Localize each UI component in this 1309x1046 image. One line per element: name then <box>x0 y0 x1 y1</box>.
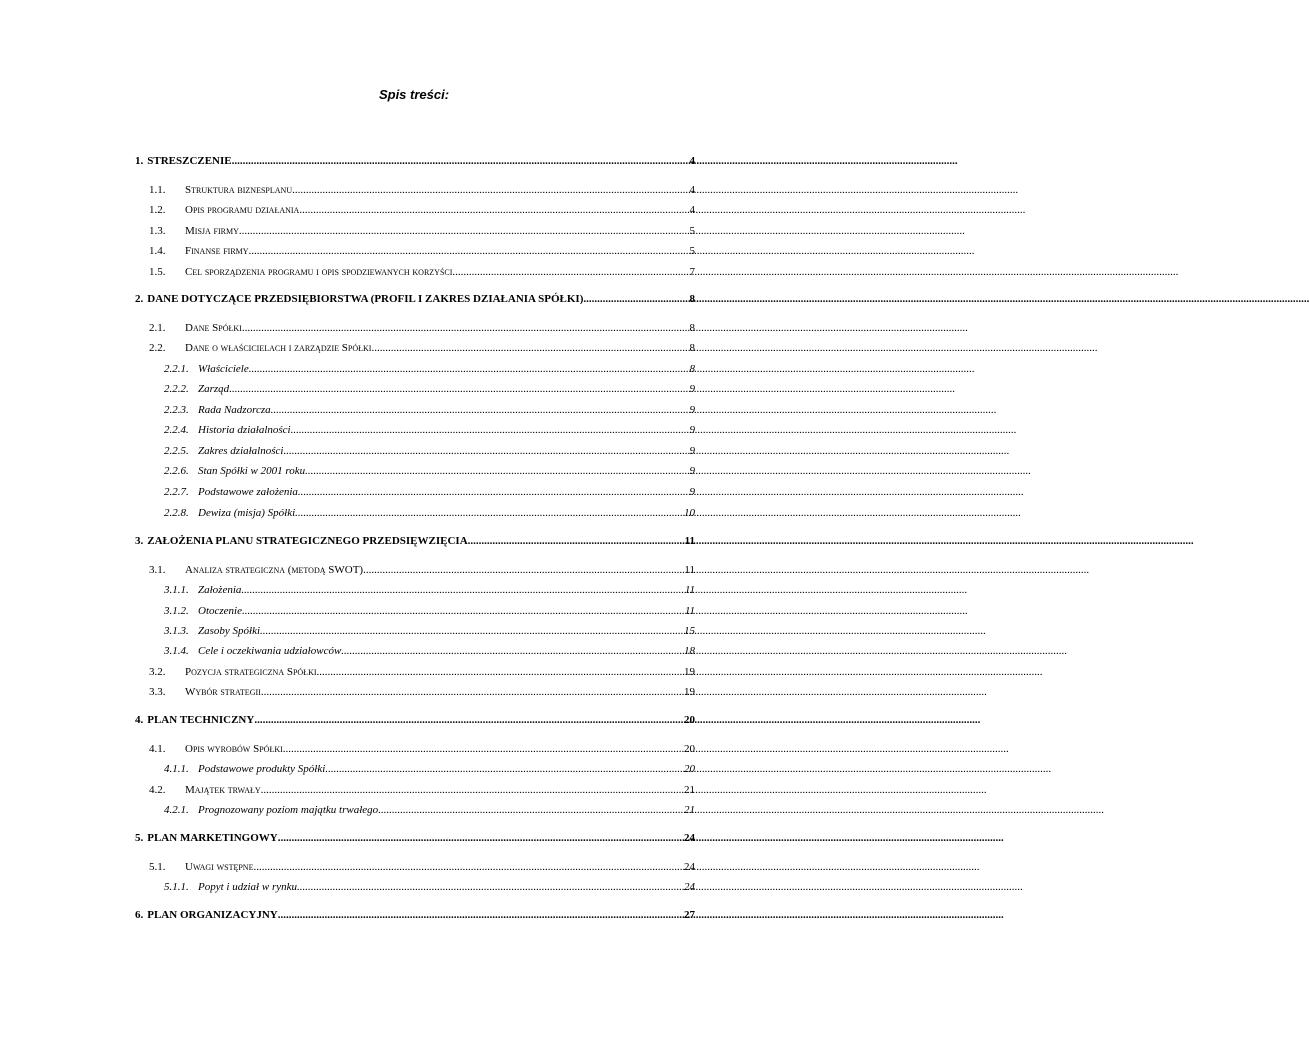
toc-entry-number: 4.2. <box>149 784 166 796</box>
toc-entry-page-number: 20 <box>684 763 695 775</box>
toc-entry-1[interactable] <box>135 153 695 169</box>
toc-entry-text: Finanse firmy <box>185 245 249 257</box>
toc-entry-2-2-8[interactable] <box>164 505 695 521</box>
toc-dot-leader <box>249 361 690 377</box>
toc-entry-text: Dane o właścicielach i zarządzie Spółki <box>185 342 372 354</box>
toc-entry-number: 4.1.1. <box>164 763 189 775</box>
toc-entry-page-number: 4 <box>689 204 695 216</box>
toc-entry-text: Założenia <box>198 584 242 596</box>
toc-entry-text: Dewiza (misja) Spółki <box>198 507 296 519</box>
toc-entry-number: 2.1. <box>149 322 166 334</box>
toc-entry-page-number: 9 <box>689 465 695 477</box>
toc-entry-2-2-5[interactable] <box>164 443 695 459</box>
toc-entry-page-number: 24 <box>684 861 695 873</box>
toc-entry-number: 2.2.1. <box>164 363 189 375</box>
toc-entry-page-number: 5 <box>689 225 695 237</box>
toc-entry-number: 1.3. <box>149 225 166 237</box>
toc-dot-leader <box>468 533 685 549</box>
toc-entry-2-2[interactable] <box>149 340 695 356</box>
toc-entry-5-1-1[interactable] <box>164 879 695 895</box>
toc-entry-text: PLAN ORGANIZACYJNY <box>147 909 278 921</box>
toc-entry-number: 3.1.1. <box>164 584 189 596</box>
toc-entry-2-2-6[interactable] <box>164 463 695 479</box>
toc-dot-leader <box>261 782 684 798</box>
toc-dot-leader <box>363 562 684 578</box>
toc-dot-leader <box>317 664 684 680</box>
toc-entry-page-number: 9 <box>689 404 695 416</box>
toc-entry-3[interactable] <box>135 533 695 549</box>
toc-entry-text: Zasoby Spółki <box>198 625 261 637</box>
toc-entry-3-3[interactable] <box>149 684 695 700</box>
toc-entry-1-1[interactable] <box>149 182 695 198</box>
toc-dot-leader <box>325 761 684 777</box>
toc-entry-text: PLAN TECHNICZNY <box>147 714 255 726</box>
toc-dot-leader <box>299 202 689 218</box>
toc-dot-leader <box>378 802 684 818</box>
toc-entry-2-2-3[interactable] <box>164 402 695 418</box>
toc-entry-text: Cele i oczekiwania udziałowców <box>198 645 342 657</box>
toc-dot-leader <box>292 182 689 198</box>
toc-entry-text: Rada Nadzorcza <box>198 404 271 416</box>
toc-entry-page-number: 4 <box>689 184 695 196</box>
toc-dot-leader <box>239 223 690 239</box>
toc-entry-number: 4. <box>135 714 144 726</box>
toc-entry-number: 2. <box>135 293 144 305</box>
toc-entry-number: 5. <box>135 832 144 844</box>
toc-entry-number: 2.2.5. <box>164 445 189 457</box>
toc-entry-text: Dane Spółki <box>185 322 242 334</box>
toc-entry-number: 2.2.2. <box>164 383 189 395</box>
toc-entry-number: 2.2.8. <box>164 507 189 519</box>
toc-entry-text: Cel sporządzenia programu i opis spodziewanych korzyści <box>185 266 453 278</box>
toc-entry-text: Podstawowe produkty Spółki <box>198 763 326 775</box>
toc-entry-text: Prognozowany poziom majątku trwałego <box>198 804 379 816</box>
toc-entry-1-3[interactable] <box>149 223 695 239</box>
toc-dot-leader <box>283 741 684 757</box>
toc-entry-page-number: 11 <box>684 564 695 576</box>
toc-entry-number: 6. <box>135 909 144 921</box>
toc-dot-leader <box>260 623 684 639</box>
toc-entry-text: Podstawowe założenia <box>198 486 298 498</box>
toc-entry-number: 3.1.3. <box>164 625 189 637</box>
toc-dot-leader <box>271 402 690 418</box>
toc-entry-page-number: 7 <box>689 266 695 278</box>
toc-entry-text: STRESZCZENIE <box>147 155 232 167</box>
toc-entry-page-number: 21 <box>684 784 695 796</box>
toc-dot-leader <box>242 320 690 336</box>
toc-entry-text: Majątek trwały <box>185 784 261 796</box>
toc-entry-page-number: 19 <box>684 686 695 698</box>
toc-dot-leader <box>297 879 684 895</box>
toc-dot-leader <box>305 463 689 479</box>
toc-dot-leader <box>232 153 690 169</box>
toc-dot-leader <box>229 381 689 397</box>
toc-entry-text: Otoczenie <box>198 605 242 617</box>
toc-entry-text: Uwagi wstępne <box>185 861 254 873</box>
toc-entry-page-number: 24 <box>684 832 695 844</box>
toc-dot-leader <box>583 291 689 307</box>
toc-entry-2[interactable] <box>135 291 695 307</box>
toc-entry-number: 1.1. <box>149 184 166 196</box>
toc-dot-leader <box>341 643 684 659</box>
toc-entry-number: 4.2.1. <box>164 804 189 816</box>
toc-dot-leader <box>249 243 690 259</box>
toc-entry-page-number: 8 <box>689 322 695 334</box>
toc-entry-3-1-2[interactable] <box>164 603 695 619</box>
toc-entry-4-2[interactable] <box>149 782 695 798</box>
toc-entry-page-number: 19 <box>684 666 695 678</box>
toc-entry-4[interactable] <box>135 712 695 728</box>
toc-entry-page-number: 11 <box>684 584 695 596</box>
toc-entry-3-1-1[interactable] <box>164 582 695 598</box>
toc-entry-page-number: 21 <box>684 804 695 816</box>
toc-entry-number: 3.1. <box>149 564 166 576</box>
toc-entry-page-number: 18 <box>684 645 695 657</box>
toc-entry-page-number: 11 <box>684 605 695 617</box>
toc-entry-text: Popyt i udział w rynku <box>198 881 297 893</box>
toc-entry-page-number: 9 <box>689 383 695 395</box>
toc-entry-number: 5.1.1. <box>164 881 189 893</box>
toc-entry-6[interactable] <box>135 907 695 923</box>
toc-entry-number: 2.2.6. <box>164 465 189 477</box>
toc-entry-2-2-1[interactable] <box>164 361 695 377</box>
toc-entry-4-1[interactable] <box>149 741 695 757</box>
toc-entry-5[interactable] <box>135 830 695 846</box>
toc-entry-1-5[interactable] <box>149 264 695 280</box>
toc-entry-text: Zarząd <box>198 383 230 395</box>
toc-entry-number: 1.2. <box>149 204 166 216</box>
toc-entry-text: Opis programu działania <box>185 204 300 216</box>
toc-entry-text: Historia działalności <box>198 424 291 436</box>
toc-entry-text: Zakres działalności <box>198 445 284 457</box>
toc-entry-number: 3.2. <box>149 666 166 678</box>
toc-entry-number: 3.1.2. <box>164 605 189 617</box>
toc-dot-leader <box>242 603 685 619</box>
toc-entry-3-1-3[interactable] <box>164 623 695 639</box>
toc-entry-page-number: 8 <box>689 342 695 354</box>
toc-entry-number: 3. <box>135 535 144 547</box>
toc-entry-page-number: 20 <box>684 714 695 726</box>
toc-entry-text: Analiza strategiczna (metodą SWOT) <box>185 564 364 576</box>
toc-entry-number: 1.4. <box>149 245 166 257</box>
toc-entry-page-number: 8 <box>689 293 695 305</box>
toc-dot-leader <box>291 422 690 438</box>
toc-entry-text: Opis wyrobów Spółki <box>185 743 283 755</box>
toc-entry-text: Struktura biznesplanu <box>185 184 293 196</box>
toc-entry-page-number: 9 <box>689 424 695 436</box>
toc-title: Spis treści: <box>378 87 450 102</box>
toc-entry-1-4[interactable] <box>149 243 695 259</box>
toc-entry-number: 5.1. <box>149 861 166 873</box>
toc-entry-number: 1. <box>135 155 144 167</box>
toc-entry-number: 3.1.4. <box>164 645 189 657</box>
toc-entry-text: Stan Spółki w 2001 roku <box>198 465 306 477</box>
toc-entry-5-1[interactable] <box>149 859 695 875</box>
toc-entry-page-number: 5 <box>689 245 695 257</box>
toc-entry-2-2-2[interactable] <box>164 381 695 397</box>
toc-entry-text: Właściciele <box>198 363 249 375</box>
toc-entry-number: 4.1. <box>149 743 166 755</box>
toc-entry-page-number: 9 <box>689 486 695 498</box>
toc-dot-leader <box>371 340 689 356</box>
toc-entry-text: Pozycja strategiczna Spółki <box>185 666 317 678</box>
toc-entry-4-1-1[interactable] <box>164 761 695 777</box>
toc-entry-text: PLAN MARKETINGOWY <box>147 832 278 844</box>
toc-entry-page-number: 10 <box>684 507 695 519</box>
toc-entry-text: ZAŁOŻENIA PLANU STRATEGICZNEGO PRZEDSIĘWZIĘCIA <box>147 535 468 547</box>
toc-entry-number: 2.2.7. <box>164 486 189 498</box>
toc-entry-2-2-4[interactable] <box>164 422 695 438</box>
toc-entry-number: 2.2.4. <box>164 424 189 436</box>
toc-dot-leader <box>295 505 684 521</box>
toc-dot-leader <box>241 582 684 598</box>
toc-dot-leader <box>278 907 684 923</box>
toc-dot-leader <box>298 484 690 500</box>
toc-dot-leader <box>254 712 684 728</box>
toc-entry-3-2[interactable] <box>149 664 695 680</box>
toc-entry-2-2-7[interactable] <box>164 484 695 500</box>
toc-entry-3-1[interactable] <box>149 562 695 578</box>
toc-entry-page-number: 24 <box>684 881 695 893</box>
toc-entry-page-number: 27 <box>684 909 695 921</box>
toc-entry-number: 3.3. <box>149 686 166 698</box>
toc-entry-text: Wybór strategii <box>185 686 261 698</box>
toc-entry-text: DANE DOTYCZĄCE PRZEDSIĘBIORSTWA (PROFIL I ZAKRES DZIAŁANIA SPÓŁKI) <box>147 293 584 305</box>
toc-dot-leader <box>452 264 689 280</box>
toc-entry-page-number: 15 <box>684 625 695 637</box>
toc-dot-leader <box>261 684 684 700</box>
toc-dot-leader <box>253 859 684 875</box>
toc-entry-page-number: 4 <box>689 155 695 167</box>
toc-entry-2-1[interactable] <box>149 320 695 336</box>
toc-entry-page-number: 8 <box>689 363 695 375</box>
toc-entry-1-2[interactable] <box>149 202 695 218</box>
toc-entry-number: 2.2.3. <box>164 404 189 416</box>
toc-entry-page-number: 11 <box>684 535 695 547</box>
toc-entry-3-1-4[interactable] <box>164 643 695 659</box>
toc-entry-number: 2.2. <box>149 342 166 354</box>
toc-entry-4-2-1[interactable] <box>164 802 695 818</box>
toc-entry-number: 1.5. <box>149 266 166 278</box>
toc-dot-leader <box>283 443 689 459</box>
toc-entry-page-number: 9 <box>689 445 695 457</box>
toc-dot-leader <box>278 830 684 846</box>
toc-entry-page-number: 20 <box>684 743 695 755</box>
toc-entry-text: Misja firmy <box>185 225 239 237</box>
